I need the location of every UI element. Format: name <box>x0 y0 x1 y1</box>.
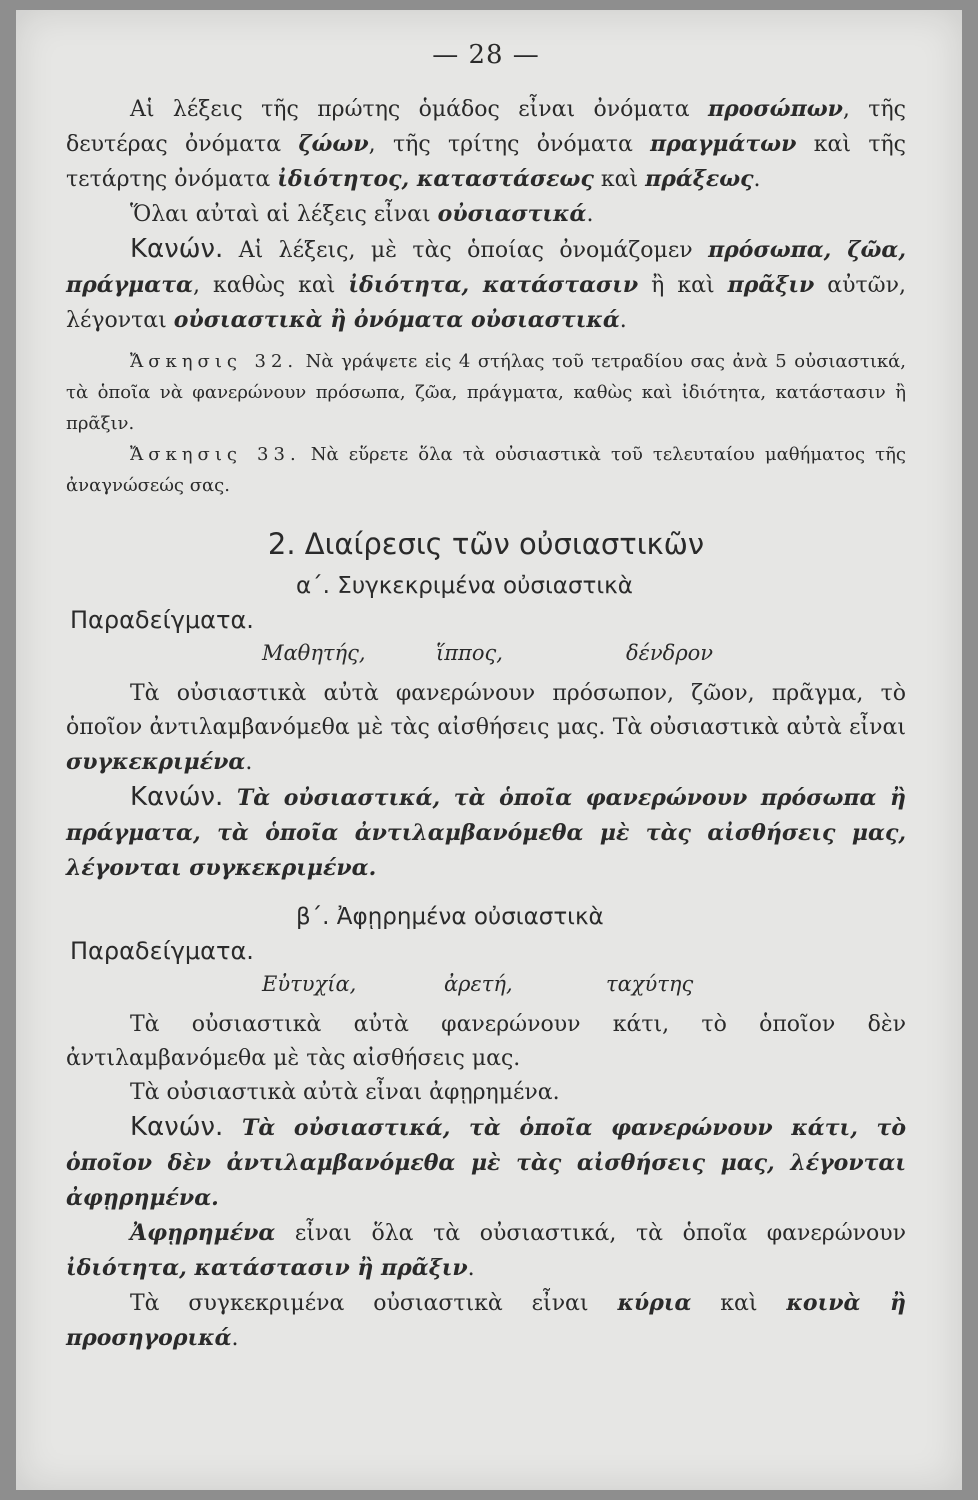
summary-paragraph: Ὅλαι αὐταὶ αἱ λέξεις εἶναι οὐσιαστικά. <box>130 201 594 227</box>
abstract-definition: Ἀφῃρημένα εἶναι ὅλα τὰ οὐσιαστικά, τὰ ὁποῖα φανερώνουν ἰδιότητα, κατάστασιν ἢ πρᾶξιν. <box>66 1220 906 1281</box>
page-number: — 28 — <box>432 40 540 70</box>
exercise-label: Ἄσκησις 33. <box>130 444 301 465</box>
example-word: Μαθητής, <box>262 641 366 665</box>
abstract-statement: Τὰ οὐσιαστικὰ αὐτὰ εἶναι ἀφῃρημένα. <box>130 1080 560 1105</box>
rule-label: Κανών. <box>130 782 224 812</box>
examples-row-b <box>66 968 906 1008</box>
page-content <box>66 40 906 1356</box>
examples-label-a: Παραδείγματα. <box>70 606 254 634</box>
examples-label-b: Παραδείγματα. <box>70 937 254 965</box>
rule-paragraph-2: Κανών. Τὰ οὐσιαστικά, τὰ ὁποῖα φανερώνουν πρόσωπα ἢ πράγματα, τὰ ὁποῖα ἀντιλαμβανόμεθα μὲ τὰς αἰσθήσεις μας, λέγονται συγκεκριμένα. <box>66 782 906 881</box>
rule-label: Κανών. <box>130 1112 224 1142</box>
section-title: 2. Διαίρεσις τῶν οὐσιαστικῶν <box>267 527 705 561</box>
rule-label: Κανών. <box>130 234 224 264</box>
example-word: δένδρον <box>626 641 714 665</box>
concrete-types: Τὰ συγκεκριμένα οὐσιαστικὰ εἶναι κύρια καὶ κοινὰ ἢ προσηγορικά. <box>66 1290 906 1351</box>
example-word: ἀρετή, <box>444 972 513 996</box>
exercise-label: Ἄσκησις 32. <box>130 351 299 372</box>
exercise-32: Ἄσκησις 32. Νὰ γράψετε εἰς 4 στήλας τοῦ τετραδίου σας ἀνὰ 5 οὐσιαστικά, τὰ ὁποῖα νὰ φανερώνουν πρόσωπα, ζῶα, πράγματα, καθὼς καὶ ἰδιότητα, κατάστασιν ἢ πρᾶξιν. <box>66 351 906 434</box>
concrete-explanation: Τὰ οὐσιαστικὰ αὐτὰ φανερώνουν πρόσωπον, ζῶον, πρᾶγμα, τὸ ὁποῖον ἀντιλαμβανόμεθα μὲ τὰς αἰσθήσεις μας. Τὰ οὐσιαστικὰ αὐτὰ εἶναι συγκεκριμένα. <box>66 681 906 775</box>
rule-paragraph-1: Κανών. Αἱ λέξεις, μὲ τὰς ὁποίας ὀνομάζομεν πρόσωπα, ζῶα, πράγματα, καθὼς καὶ ἰδιότητα, κατάστασιν ἢ καὶ πρᾶξιν αὐτῶν, λέγονται οὐσιαστικὰ ἢ ὀνόματα οὐσιαστικά. <box>66 234 906 333</box>
book-page <box>16 10 962 1490</box>
subsection-title-b: β΄. Ἀφῃρημένα οὐσιαστικὰ <box>296 904 604 930</box>
exercise-33: Ἄσκησις 33. Νὰ εὕρετε ὅλα τὰ οὐσιαστικὰ τοῦ τελευταίου μαθήματος τῆς ἀναγνώσεώς σας. <box>66 444 906 496</box>
intro-paragraph: Αἱ λέξεις τῆς πρώτης ὁμάδος εἶναι ὀνόματα προσώπων, τῆς δευτέρας ὀνόματα ζώων, τῆς τρίτης ὀνόματα πραγμάτων καὶ τῆς τετάρτης ὀνόματα ἰδιότητος, καταστάσεως καὶ πράξεως. <box>66 96 906 192</box>
rule-paragraph-3: Κανών. Τὰ οὐσιαστικά, τὰ ὁποῖα φανερώνουν κάτι, τὸ ὁποῖον δὲν ἀντιλαμβανόμεθα μὲ τὰς αἰσθήσεις μας, λέγονται ἀφῃρημένα. <box>66 1112 906 1211</box>
example-word: ἵππος, <box>436 641 503 665</box>
examples-row-a <box>66 637 906 677</box>
example-word: Εὐτυχία, <box>262 972 357 996</box>
subsection-title-a: α΄. Συγκεκριμένα οὐσιαστικὰ <box>296 573 633 599</box>
example-word: ταχύτης <box>606 972 694 996</box>
abstract-explanation: Τὰ οὐσιαστικὰ αὐτὰ φανερώνουν κάτι, τὸ ὁποῖον δὲν ἀντιλαμβανόμεθα μὲ τὰς αἰσθήσεις μας. <box>66 1012 906 1071</box>
